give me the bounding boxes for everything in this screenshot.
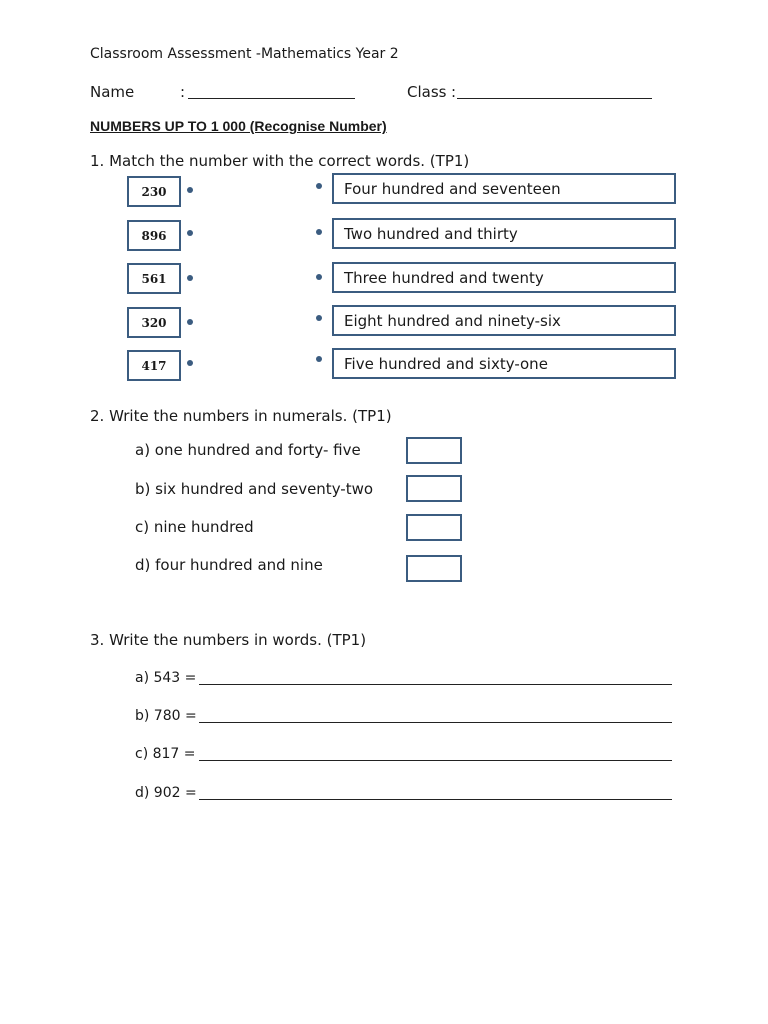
q2-answer-box[interactable] xyxy=(406,514,462,541)
class-colon: : xyxy=(451,83,457,101)
q3-answer-line[interactable] xyxy=(199,760,672,761)
match-dot-left[interactable] xyxy=(187,230,193,236)
name-label: Name xyxy=(90,83,135,101)
name-field-line[interactable] xyxy=(188,98,355,99)
q2-item: b) six hundred and seventy-two xyxy=(135,480,374,498)
q1-number-box: 561 xyxy=(127,263,181,294)
match-dot-left[interactable] xyxy=(187,187,193,193)
q2-answer-box[interactable] xyxy=(406,437,462,464)
q1-number-box: 896 xyxy=(127,220,181,251)
q2-prompt: 2. Write the numbers in numerals. (TP1) xyxy=(90,407,392,425)
q1-words-box: Four hundred and seventeen xyxy=(332,173,676,204)
q3-answer-line[interactable] xyxy=(199,684,672,685)
q3-answer-line[interactable] xyxy=(199,799,672,800)
q3-prompt: 3. Write the numbers in words. (TP1) xyxy=(90,631,367,649)
q3-item: d) 902 = xyxy=(135,785,197,801)
assessment-title: Classroom Assessment -Mathematics Year 2 xyxy=(90,46,399,62)
q1-words-box: Eight hundred and ninety-six xyxy=(332,305,676,336)
match-dot-left[interactable] xyxy=(187,275,193,281)
q1-number-box: 230 xyxy=(127,176,181,207)
q1-words-box: Three hundred and twenty xyxy=(332,262,676,293)
q3-item: a) 543 = xyxy=(135,670,197,686)
match-dot-left[interactable] xyxy=(187,360,193,366)
match-dot-right[interactable] xyxy=(316,356,322,362)
q1-words-box: Two hundred and thirty xyxy=(332,218,676,249)
class-label: Class xyxy=(407,83,447,101)
q2-item: d) four hundred and nine xyxy=(135,556,323,574)
q3-item: c) 817 = xyxy=(135,746,196,762)
match-dot-right[interactable] xyxy=(316,183,322,189)
section-heading: NUMBERS UP TO 1 000 (Recognise Number) xyxy=(90,118,387,134)
q3-answer-line[interactable] xyxy=(199,722,672,723)
match-dot-left[interactable] xyxy=(187,319,193,325)
q2-answer-box[interactable] xyxy=(406,555,462,582)
q1-number-box: 320 xyxy=(127,307,181,338)
q2-item: c) nine hundred xyxy=(135,518,254,536)
match-dot-right[interactable] xyxy=(316,229,322,235)
q1-number-box: 417 xyxy=(127,350,181,381)
name-colon: : xyxy=(180,83,186,101)
q1-prompt: 1. Match the number with the correct words. (TP1) xyxy=(90,152,470,170)
class-field-line[interactable] xyxy=(457,98,652,99)
q3-item: b) 780 = xyxy=(135,708,197,724)
match-dot-right[interactable] xyxy=(316,274,322,280)
match-dot-right[interactable] xyxy=(316,315,322,321)
q2-item: a) one hundred and forty- five xyxy=(135,441,361,459)
q2-answer-box[interactable] xyxy=(406,475,462,502)
q1-words-box: Five hundred and sixty-one xyxy=(332,348,676,379)
